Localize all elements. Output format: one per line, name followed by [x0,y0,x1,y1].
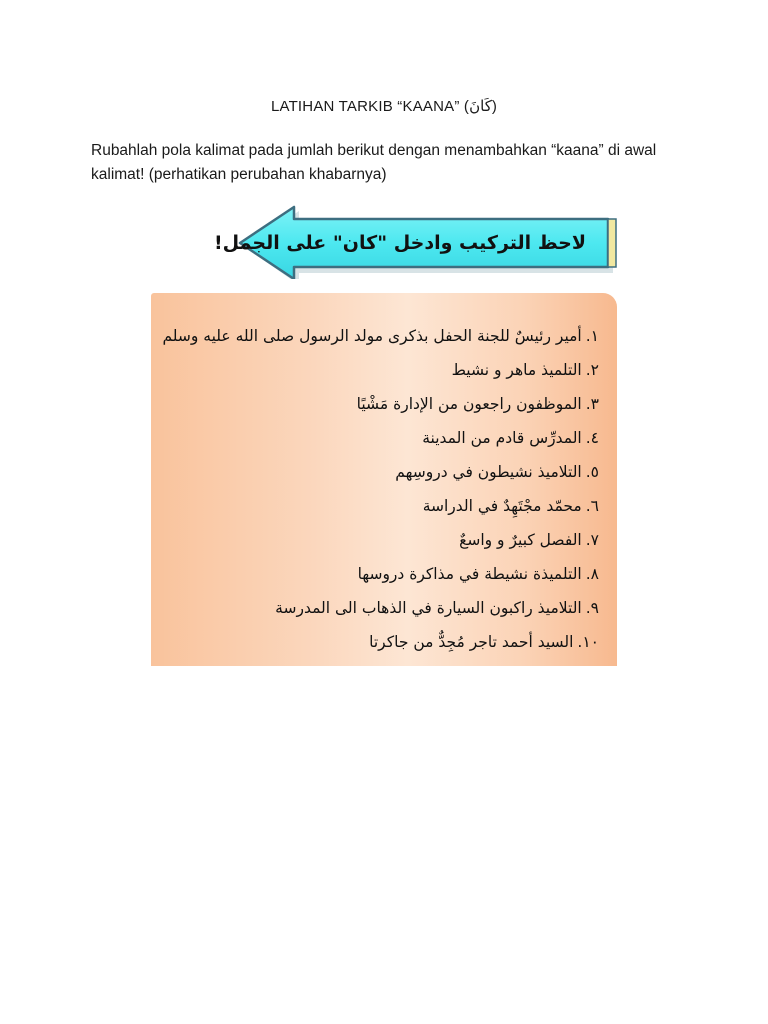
item-text: الفصل كبيرٌ و واسعٌ [459,531,582,549]
item-text: التلاميذ راكبون السيارة في الذهاب الى المدرسة [275,599,582,617]
exercise-item-7 [161,523,599,557]
item-text: المدرِّس قادم من المدينة [422,429,582,447]
item-number: ٤. [585,429,599,447]
exercise-item-6 [161,489,599,523]
instruction-banner [214,205,618,279]
exercise-item-1 [161,319,599,353]
item-number: ٩. [585,599,599,617]
item-text: محمّد مجْتَهِدٌ في الدراسة [422,497,582,515]
item-number: ٣. [585,395,599,413]
item-number: ٥. [585,463,599,481]
exercise-item-8 [161,557,599,591]
instruction-text: Rubahlah pola kalimat pada jumlah berikut dengan menambahkan “kaana” di awal kalimat! (perhatikan perubahan khabarnya) [91,142,657,183]
item-text: أمير رئيسٌ للجنة الحفل بذكرى مولد الرسول صلى الله عليه وسلم [162,327,582,345]
document-title: LATIHAN TARKIB “KAANA” (كَانَ) [270,98,498,115]
item-text: التلميذة نشيطة في مذاكرة دروسها [357,565,582,583]
item-number: ٢. [585,361,599,379]
item-number: ٧. [585,531,599,549]
banner-text: لاحظ التركيب وادخل "كان" على الجمل! [214,232,586,254]
item-number: ٨. [585,565,599,583]
exercise-item-9 [161,591,599,625]
item-text: التلاميذ نشيطون في دروسِهم [395,463,582,481]
exercise-item-2 [161,353,599,387]
item-number: ٦. [585,497,599,515]
exercise-item-10 [161,625,599,659]
exercise-item-5 [161,455,599,489]
item-text: الموظفون راجعون من الإدارة مَشْيًا [356,395,582,413]
exercise-item-3 [161,387,599,421]
exercise-panel [151,293,617,666]
exercise-item-4 [161,421,599,455]
item-text: التلميذ ماهر و نشيط [451,361,582,379]
exercise-list [151,293,617,659]
item-number: ١٠. [577,633,599,651]
item-number: ١. [585,327,599,345]
item-text: السيد أحمد تاجر مُجِدٌّ من جاكرتا [369,633,574,651]
